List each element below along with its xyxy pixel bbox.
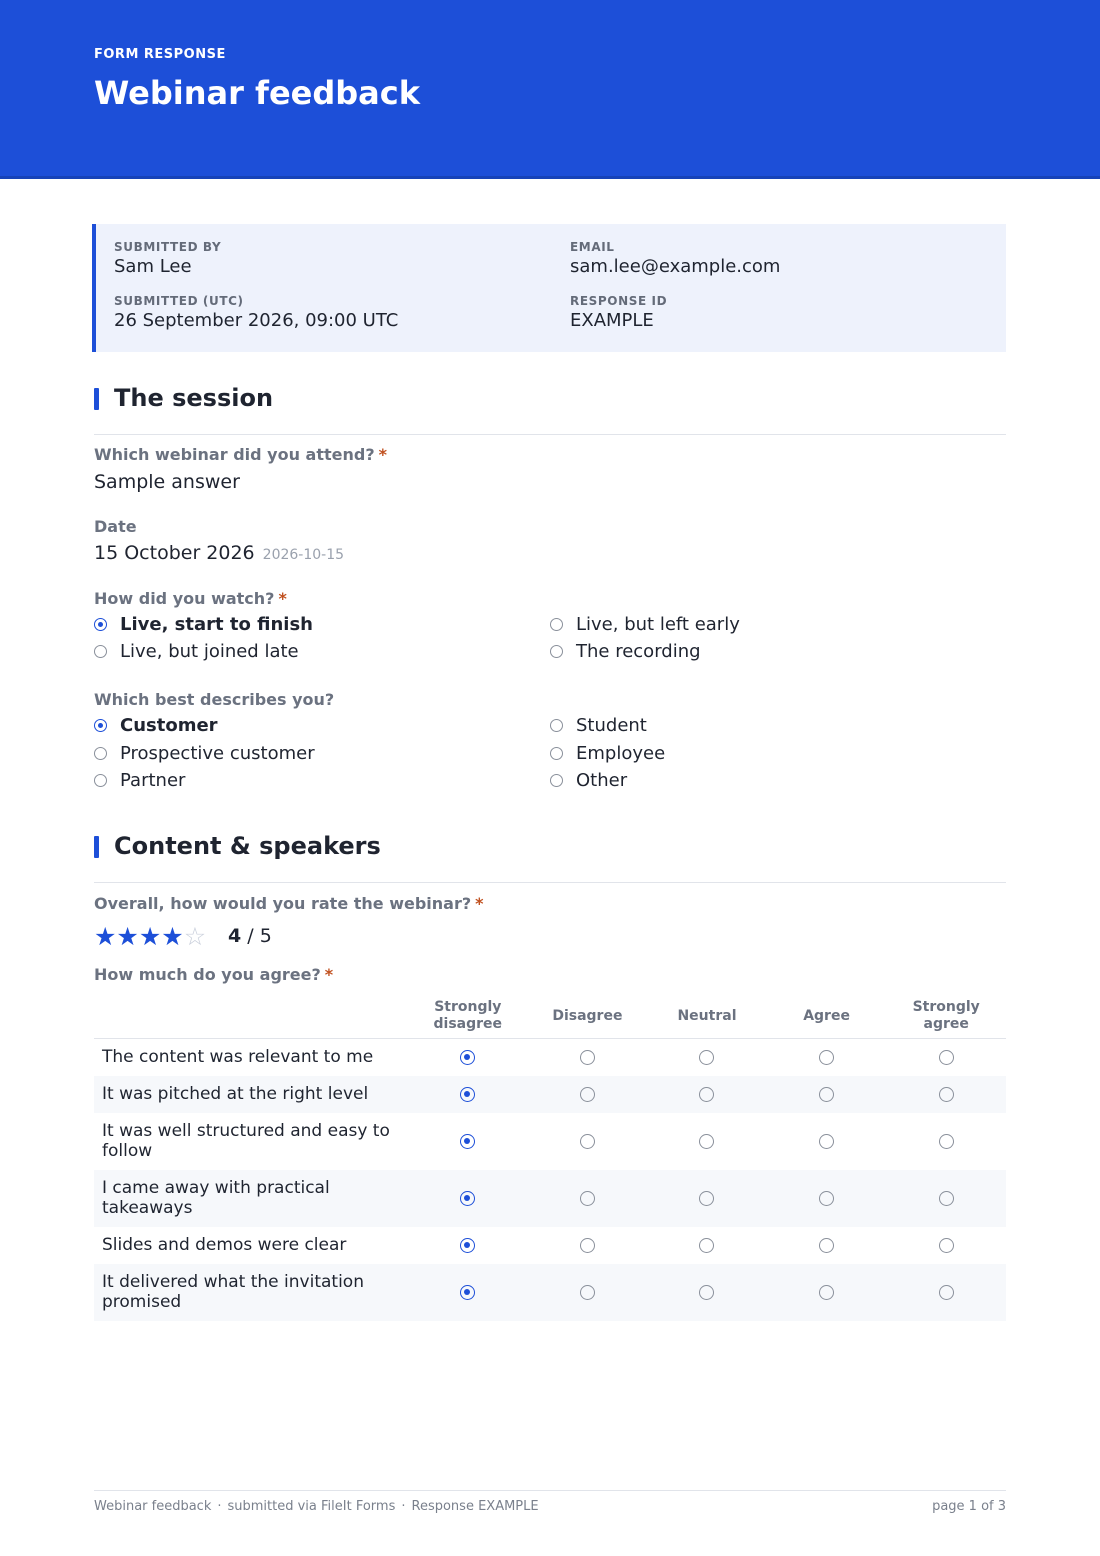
- radio-selected-icon: [94, 618, 107, 631]
- radio-icon[interactable]: [699, 1087, 714, 1102]
- required-marker: *: [378, 445, 387, 464]
- section-accent-bar: [94, 388, 99, 410]
- section-accent-bar: [94, 836, 99, 858]
- radio-selected-icon[interactable]: [460, 1285, 475, 1300]
- table-row: [94, 1264, 1006, 1321]
- page-footer: [94, 1490, 1006, 1514]
- radio-icon[interactable]: [580, 1285, 595, 1300]
- matrix-corner: [94, 994, 408, 1039]
- submitted-utc: [114, 294, 398, 331]
- radio-selected-icon: [94, 719, 107, 732]
- required-marker: *: [278, 589, 287, 608]
- section-title: Content & speakers: [114, 832, 381, 860]
- star-filled-icon: ★: [161, 922, 184, 951]
- star-filled-icon: ★: [116, 922, 139, 951]
- section-heading-content-speakers: [94, 832, 1006, 883]
- email-label: EMAIL: [570, 240, 615, 254]
- radio-icon[interactable]: [819, 1087, 834, 1102]
- radio-icon: [94, 645, 107, 658]
- radio-icon: [550, 774, 563, 787]
- submitted-by: [114, 240, 221, 277]
- radio-icon[interactable]: [819, 1238, 834, 1253]
- answer-date-iso: 2026-10-15: [262, 547, 345, 563]
- email-value: sam.lee@example.com: [570, 256, 781, 277]
- submitted-by-value: Sam Lee: [114, 256, 192, 277]
- radio-icon[interactable]: [819, 1191, 834, 1206]
- row-statement: It delivered what the invitation promised: [94, 1264, 408, 1321]
- section-title: The session: [114, 384, 274, 412]
- star-empty-icon: ☆: [183, 922, 207, 951]
- footer-response: Response EXAMPLE: [411, 1499, 539, 1514]
- table-row: [94, 1039, 1006, 1076]
- page-number: page 1 of 3: [932, 1499, 1006, 1514]
- star-filled-icon: ★: [138, 922, 162, 951]
- header-kicker: FORM RESPONSE: [94, 47, 226, 62]
- question-label: Which best describes you?: [94, 690, 335, 709]
- radio-icon[interactable]: [819, 1285, 834, 1300]
- radio-selected-icon[interactable]: [460, 1191, 475, 1206]
- radio-icon[interactable]: [819, 1134, 834, 1149]
- radio-icon[interactable]: [580, 1191, 595, 1206]
- column-header: Neutral: [647, 994, 767, 1039]
- radio-icon: [550, 645, 563, 658]
- question-label: How did you watch? *: [94, 589, 287, 608]
- radio-icon[interactable]: [699, 1238, 714, 1253]
- radio-icon[interactable]: [699, 1191, 714, 1206]
- submitted-by-label: SUBMITTED BY: [114, 240, 222, 254]
- row-statement: The content was relevant to me: [102, 1047, 374, 1068]
- radio-icon[interactable]: [939, 1050, 954, 1065]
- row-statement: It was well structured and easy to follow: [102, 1121, 390, 1161]
- footer-via: submitted via FileIt Forms: [227, 1499, 396, 1514]
- radio-icon[interactable]: [939, 1087, 954, 1102]
- radio-icon: [550, 719, 563, 732]
- table-row: [94, 1227, 1006, 1264]
- row-statement: I came away with practical takeaways: [94, 1170, 408, 1227]
- radio-icon[interactable]: [939, 1191, 954, 1206]
- page-title: Webinar feedback: [94, 74, 421, 112]
- agreement-matrix: [94, 994, 1006, 1321]
- star-filled-icon: ★: [94, 922, 117, 951]
- row-statement: It was pitched at the right level: [94, 1076, 408, 1113]
- radio-icon[interactable]: [699, 1134, 714, 1149]
- answer-webinar: Sample answer: [94, 471, 240, 493]
- page-header: [0, 0, 1100, 179]
- table-row: [94, 1113, 1006, 1170]
- radio-icon[interactable]: [580, 1087, 595, 1102]
- radio-icon[interactable]: [939, 1238, 954, 1253]
- response-id-value: EXAMPLE: [570, 310, 654, 331]
- radio-icon[interactable]: [699, 1050, 714, 1065]
- submitted-utc-label: SUBMITTED (UTC): [114, 294, 244, 308]
- radio-icon: [94, 774, 107, 787]
- column-header: Disagree: [528, 994, 648, 1039]
- radio-selected-icon[interactable]: [460, 1238, 475, 1253]
- radio-icon: [550, 747, 563, 760]
- star-rating: [94, 922, 206, 950]
- row-statement: Slides and demos were clear: [102, 1235, 347, 1255]
- column-header: Strongly disagree: [408, 994, 528, 1039]
- footer-form-name: Webinar feedback: [94, 1499, 212, 1514]
- column-header: Agree: [767, 994, 887, 1039]
- radio-icon: [94, 747, 107, 760]
- email: [570, 240, 780, 277]
- radio-icon[interactable]: [580, 1134, 595, 1149]
- submission-meta: [92, 224, 1006, 352]
- response-id: [570, 294, 667, 331]
- answer-date: 15 October 2026 2026-10-15: [94, 542, 345, 564]
- section-heading-session: [94, 384, 1006, 435]
- footer-info: Webinar feedback · submitted via FileIt Forms · Response EXAMPLE: [94, 1499, 539, 1514]
- radio-selected-icon[interactable]: [460, 1087, 475, 1102]
- radio-icon: [550, 618, 563, 631]
- required-marker: *: [475, 894, 484, 913]
- matrix-header-row: [94, 994, 1006, 1039]
- question-label: Date: [94, 517, 137, 536]
- question-label: How much do you agree? *: [94, 965, 334, 984]
- radio-icon[interactable]: [939, 1285, 954, 1300]
- response-id-label: RESPONSE ID: [570, 294, 668, 308]
- required-marker: *: [324, 965, 334, 984]
- submitted-utc-value: 26 September 2026, 09:00 UTC: [114, 310, 399, 331]
- question-label: Which webinar did you attend? *: [94, 445, 387, 464]
- radio-icon[interactable]: [580, 1050, 595, 1065]
- column-header: Strongly agree: [886, 994, 1006, 1039]
- radio-selected-icon[interactable]: [460, 1050, 475, 1065]
- radio-selected-icon[interactable]: [460, 1134, 475, 1149]
- radio-icon[interactable]: [580, 1238, 595, 1253]
- question-label: Overall, how would you rate the webinar? *: [94, 894, 484, 913]
- radio-icon[interactable]: [939, 1134, 954, 1149]
- radio-icon[interactable]: [699, 1285, 714, 1300]
- radio-icon[interactable]: [819, 1050, 834, 1065]
- table-row: [94, 1170, 1006, 1227]
- rating-value: 4 / 5: [228, 925, 272, 947]
- table-row: [94, 1076, 1006, 1113]
